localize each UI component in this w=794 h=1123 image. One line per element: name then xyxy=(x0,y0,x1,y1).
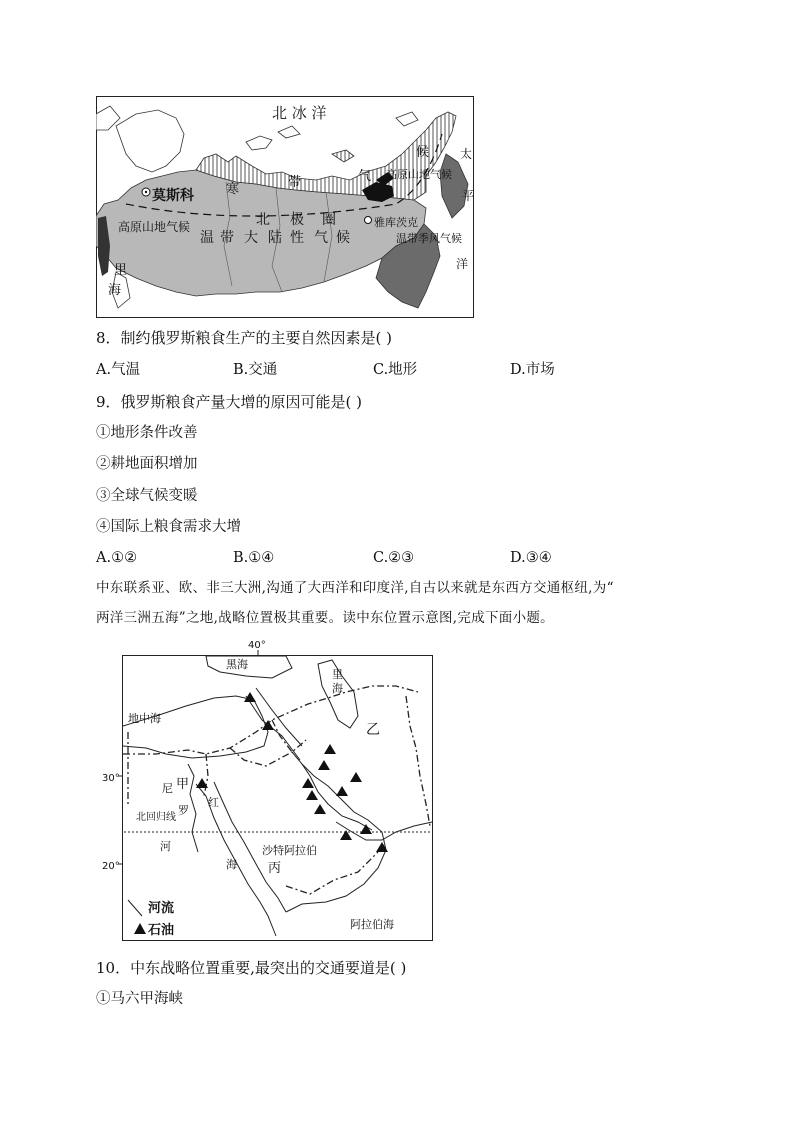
red-sea-char: 红 xyxy=(208,796,219,809)
q8-option-b[interactable]: B.交通 xyxy=(233,362,278,378)
highland-east-label: 高原山地气候 xyxy=(386,168,452,181)
nile-char: 尼 xyxy=(162,782,173,795)
pacific-char: 洋 xyxy=(456,257,469,271)
continental-char: 带 xyxy=(220,230,234,246)
region-yi-label: 乙 xyxy=(366,722,380,738)
arctic-circle-char: 极 xyxy=(290,212,304,228)
question-8-stem: 8．制约俄罗斯粮食生产的主要自然因素是( ) xyxy=(96,329,393,347)
yakutsk-label: 雅库茨克 xyxy=(374,216,418,229)
arctic-circle-char: 圈 xyxy=(322,212,336,228)
mediterranean-label: 地中海 xyxy=(128,712,161,725)
tropic-label: 北回归线 xyxy=(136,812,176,823)
q9-statement-4: ④国际上粮食需求大增 xyxy=(96,519,241,535)
q9-statement-1: ①地形条件改善 xyxy=(96,425,198,441)
pacific-char: 太 xyxy=(460,147,473,161)
legend-river-label: 河流 xyxy=(148,901,175,916)
continental-char: 大 xyxy=(244,230,258,246)
lat-20-label: 20° xyxy=(102,861,120,872)
lat-30-label: 30° xyxy=(102,773,120,784)
subarctic-char: 带 xyxy=(288,175,302,190)
nile-char: 罗 xyxy=(178,804,189,817)
q8-option-d[interactable]: D.市场 xyxy=(510,362,555,378)
continental-char: 陆 xyxy=(268,230,282,246)
pacific-char: 平 xyxy=(462,189,474,203)
passage-line-2: 两洋三洲五海”之地,战略位置极其重要。读中东位置示意图,完成下面小题。 xyxy=(96,610,554,626)
lat-40-label: 40° xyxy=(248,640,266,651)
q10-statement-1: ①马六甲海峡 xyxy=(96,991,183,1007)
continental-char: 气 xyxy=(314,230,328,246)
q8-option-c[interactable]: C.地形 xyxy=(373,362,418,378)
arabian-sea-label: 阿拉伯海 xyxy=(350,918,394,931)
arctic-ocean-label: 北 冰 洋 xyxy=(272,104,327,122)
q9-statement-2: ②耕地面积增加 xyxy=(96,456,198,472)
region-bing-label: 丙 xyxy=(268,861,282,876)
legend-oil-label: 石油 xyxy=(148,923,175,938)
question-10-stem: 10．中东战略位置重要,最突出的交通要道是( ) xyxy=(96,959,407,977)
caspian-char: 里 xyxy=(114,263,128,278)
nile-char: 河 xyxy=(160,840,171,853)
moscow-label: 莫斯科 xyxy=(152,188,194,204)
caspian-char: 里 xyxy=(332,668,343,681)
continental-char: 性 xyxy=(290,230,304,246)
q9-option-c[interactable]: C.②③ xyxy=(373,550,415,566)
middle-east-map xyxy=(96,636,436,944)
subarctic-char: 气 xyxy=(358,169,372,184)
red-sea-char: 海 xyxy=(226,858,237,871)
continental-char: 温 xyxy=(200,230,214,246)
caspian-char: 海 xyxy=(332,682,343,695)
q8-option-a[interactable]: A.气温 xyxy=(96,362,141,378)
highland-west-label: 高原山地气候 xyxy=(118,220,191,234)
subarctic-char: 寒 xyxy=(226,182,240,197)
q9-statement-3: ③全球气候变暖 xyxy=(96,488,198,504)
question-9-stem: 9．俄罗斯粮食产量大增的原因可能是( ) xyxy=(96,393,363,411)
q9-option-b[interactable]: B.①④ xyxy=(233,550,275,566)
q9-option-d[interactable]: D.③④ xyxy=(510,550,552,566)
subarctic-char: 候 xyxy=(416,145,430,160)
russia-map-svg xyxy=(96,96,474,318)
passage-line-1: 中东联系亚、欧、非三大洲,沟通了大西洋和印度洋,自古以来就是东西方交通枢纽,为“ xyxy=(96,580,614,596)
saudi-label: 沙特阿拉伯 xyxy=(262,844,317,857)
q9-option-a[interactable]: A.①② xyxy=(96,550,138,566)
black-sea-label: 黑海 xyxy=(226,658,248,671)
caspian-char: 海 xyxy=(108,283,122,298)
region-jia-label: 甲 xyxy=(176,777,190,792)
arctic-circle-char: 北 xyxy=(256,212,270,228)
russia-climate-map xyxy=(96,96,474,318)
temperate-monsoon-label: 温带季风气候 xyxy=(396,232,462,245)
middle-east-map-svg xyxy=(96,636,436,944)
continental-char: 候 xyxy=(336,230,350,246)
